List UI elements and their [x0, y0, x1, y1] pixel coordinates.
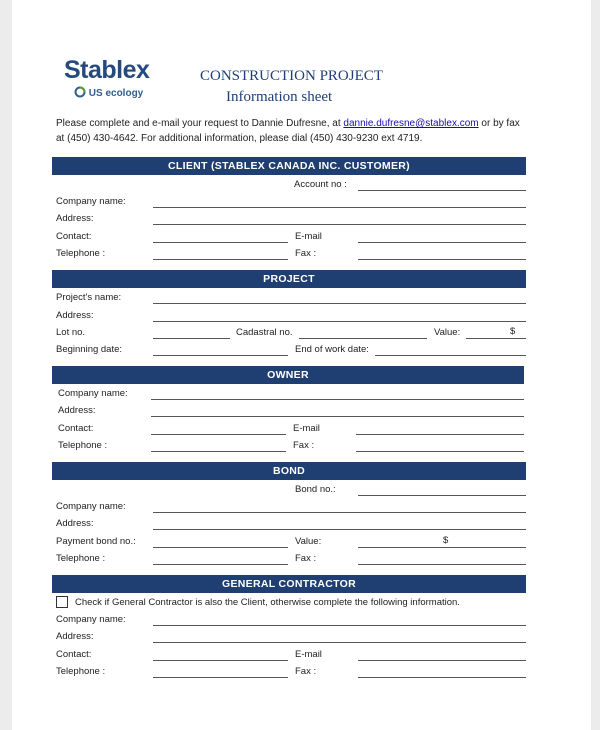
- stablex-logo: Stablex: [64, 56, 150, 84]
- beginning-date-field[interactable]: [153, 355, 288, 356]
- client-company-name-label: Company name:: [56, 196, 126, 207]
- bond-address-field[interactable]: [153, 529, 526, 530]
- owner-company-name-field[interactable]: [151, 399, 524, 400]
- client-fax-label: Fax :: [295, 248, 317, 259]
- gc-email-field[interactable]: [358, 660, 526, 661]
- gc-telephone-field[interactable]: [153, 677, 288, 678]
- bond-telephone-label: Telephone :: [56, 553, 106, 564]
- us-ecology-swirl-icon: [74, 86, 86, 98]
- bond-address-label: Address:: [56, 518, 94, 529]
- owner-telephone-field[interactable]: [151, 451, 286, 452]
- owner-telephone-label: Telephone :: [58, 440, 108, 451]
- gc-fax-field[interactable]: [358, 677, 526, 678]
- client-telephone-label: Telephone :: [56, 248, 106, 259]
- intro-paragraph: Please complete and e-mail your request to Dannie Dufresne, at dannie.dufresne@stablex.com or by fax at (450) 430-4642. For additional information, please dial (450) 430-9230 ext 4719.: [56, 118, 520, 144]
- payment-bond-no-field[interactable]: [153, 547, 288, 548]
- account-no-label: Account no :: [294, 179, 347, 190]
- gc-address-field[interactable]: [153, 642, 526, 643]
- lot-no-label: Lot no.: [56, 327, 86, 338]
- gc-email-label: E-mail: [295, 649, 322, 660]
- projects-name-label: Project's name:: [56, 292, 122, 303]
- bond-value-field[interactable]: [358, 547, 526, 548]
- owner-fax-field[interactable]: [356, 451, 524, 452]
- end-of-work-date-field[interactable]: [375, 355, 526, 356]
- gc-is-client-label: Check if General Contractor is also the Client, otherwise complete the following information.: [75, 597, 460, 608]
- bond-fax-field[interactable]: [358, 564, 526, 565]
- bond-telephone-field[interactable]: [153, 564, 288, 565]
- section-project-header: PROJECT: [52, 270, 526, 288]
- client-fax-field[interactable]: [358, 259, 526, 260]
- client-contact-label: Contact:: [56, 231, 92, 242]
- client-telephone-field[interactable]: [153, 259, 288, 260]
- email-link[interactable]: dannie.dufresne@stablex.com: [343, 118, 479, 129]
- client-email-field[interactable]: [358, 242, 526, 243]
- bond-fax-label: Fax :: [295, 553, 317, 564]
- projects-name-field[interactable]: [153, 303, 526, 304]
- gc-company-name-label: Company name:: [56, 614, 126, 625]
- owner-email-field[interactable]: [356, 434, 524, 435]
- gc-contact-label: Contact:: [56, 649, 92, 660]
- client-email-label: E-mail: [295, 231, 322, 242]
- owner-email-label: E-mail: [293, 423, 320, 434]
- gc-contact-field[interactable]: [153, 660, 288, 661]
- client-company-name-field[interactable]: [153, 207, 526, 208]
- us-ecology-logo: US ecology: [74, 86, 143, 99]
- project-address-field[interactable]: [153, 321, 526, 322]
- gc-fax-label: Fax :: [295, 666, 317, 677]
- section-general-contractor-header: GENERAL CONTRACTOR: [52, 575, 526, 593]
- section-client-header: CLIENT (STABLEX CANADA INC. CUSTOMER): [52, 157, 526, 175]
- client-address-field[interactable]: [153, 224, 526, 225]
- owner-fax-label: Fax :: [293, 440, 315, 451]
- owner-company-name-label: Company name:: [58, 388, 128, 399]
- cadastral-no-label: Cadastral no.: [236, 327, 293, 338]
- gc-telephone-label: Telephone :: [56, 666, 106, 677]
- owner-address-field[interactable]: [151, 416, 524, 417]
- gc-is-client-checkbox[interactable]: [56, 596, 68, 608]
- client-contact-field[interactable]: [153, 242, 288, 243]
- section-bond-header: BOND: [52, 462, 526, 480]
- beginning-date-label: Beginning date:: [56, 344, 123, 355]
- cadastral-no-field[interactable]: [299, 338, 427, 339]
- bond-value-dollar: $: [443, 535, 449, 546]
- bond-company-name-field[interactable]: [153, 512, 526, 513]
- document-title: CONSTRUCTION PROJECT: [200, 68, 383, 84]
- bond-value-label: Value:: [295, 536, 322, 547]
- project-address-label: Address:: [56, 310, 94, 321]
- lot-no-field[interactable]: [153, 338, 230, 339]
- section-owner-header: OWNER: [52, 366, 524, 384]
- gc-address-label: Address:: [56, 631, 94, 642]
- project-value-dollar: $: [510, 326, 516, 337]
- gc-company-name-field[interactable]: [153, 625, 526, 626]
- bond-no-label: Bond no.:: [295, 484, 336, 495]
- owner-contact-label: Contact:: [58, 423, 94, 434]
- project-value-field[interactable]: [466, 338, 526, 339]
- owner-address-label: Address:: [58, 405, 96, 416]
- owner-contact-field[interactable]: [151, 434, 286, 435]
- payment-bond-no-label: Payment bond no.:: [56, 536, 136, 547]
- bond-company-name-label: Company name:: [56, 501, 126, 512]
- bond-no-field[interactable]: [358, 495, 526, 496]
- end-of-work-date-label: End of work date:: [295, 344, 369, 355]
- client-account-no-field[interactable]: [358, 190, 526, 191]
- client-address-label: Address:: [56, 213, 94, 224]
- document-subtitle: Information sheet: [226, 89, 333, 105]
- project-value-label: Value:: [434, 327, 461, 338]
